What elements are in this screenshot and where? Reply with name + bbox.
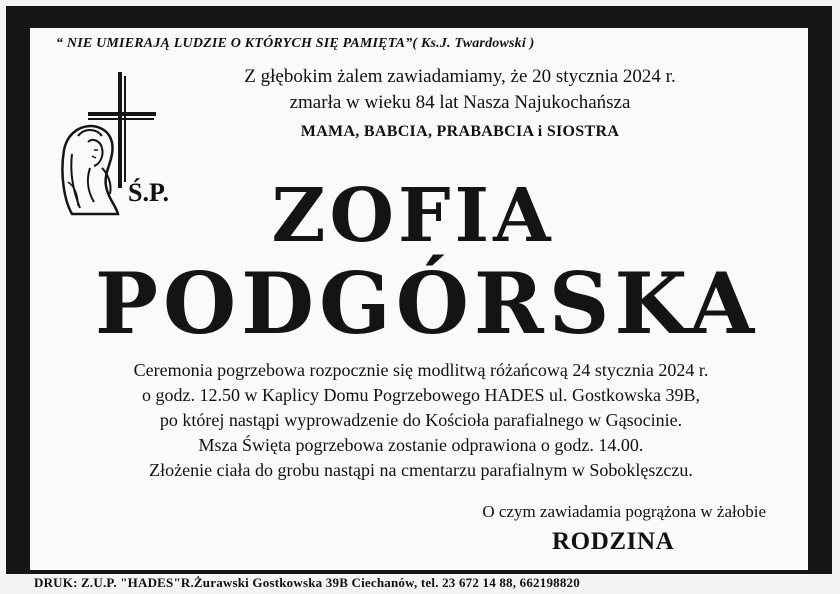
ceremony-details (30, 358, 812, 483)
sp-abbreviation: Ś.P. (128, 178, 169, 207)
sign-off: O czym zawiadamia pogrążona w żałobie (482, 502, 766, 521)
deceased-last-name: PODGÓRSKA (94, 254, 760, 353)
ceremony-line: Złożenie ciała do grobu nastąpi na cmentarzu parafialnym w Soboklęszczu. (149, 460, 693, 480)
family-signature: RODZINA (552, 528, 675, 555)
print-footer: DRUK: Z.U.P. "HADES"R.Żurawski Gostkowska 39B Ciechanów, tel. 23 672 14 88, 662198820 (34, 575, 580, 590)
memorial-quote: “ NIE UMIERAJĄ LUDZIE O KTÓRYCH SIĘ PAMIĘTA”( Ks.J. Twardowski ) (56, 36, 535, 51)
deceased-first-name: ZOFIA (271, 173, 555, 259)
obituary-border (6, 6, 832, 574)
announcement-line-2: zmarła w wieku 84 lat Nasza Najukochańsza (289, 92, 631, 113)
ceremony-line: po której nastąpi wyprowadzenie do Kościoła parafialnego w Gąsocinie. (159, 410, 683, 430)
announcement-line-1: Z głębokim żalem zawiadamiamy, że 20 stycznia 2024 r. (244, 66, 676, 87)
ceremony-line: Msza Święta pogrzebowa zostanie odprawiona o godz. 14.00. (198, 435, 644, 455)
ceremony-line: Ceremonia pogrzebowa rozpocznie się modlitwą różańcową 24 stycznia 2024 r. (133, 360, 709, 380)
family-relations: MAMA, BABCIA, PRABABCIA i SIOSTRA (300, 123, 620, 140)
ceremony-line: o godz. 12.50 w Kaplicy Domu Pogrzebowego HADES ul. Gostkowska 39B, (142, 385, 700, 405)
obituary-panel (28, 26, 810, 572)
